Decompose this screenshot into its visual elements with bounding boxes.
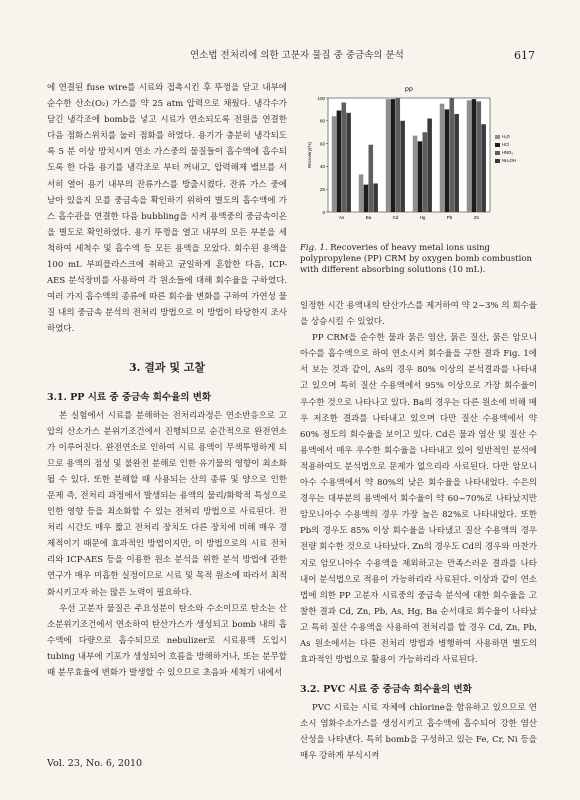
y-tick-label: 20 bbox=[319, 187, 325, 192]
chart-title: PP bbox=[404, 88, 414, 94]
bar bbox=[359, 174, 364, 212]
y-tick-label: 60 bbox=[319, 141, 325, 147]
x-tick-label: Pb bbox=[446, 215, 453, 220]
y-axis-label: Recovery(%) bbox=[307, 141, 312, 169]
x-tick-label: Ba bbox=[365, 215, 372, 220]
paragraph-gas-removal: 일정한 시간 용액내의 탄산가스를 제거하여 약 2~3% 의 회수율을 상승시킬 수 있었다. bbox=[300, 301, 537, 328]
page-number: 617 bbox=[514, 49, 535, 62]
legend-swatch bbox=[495, 151, 500, 155]
y-tick-label: 100 bbox=[317, 95, 325, 101]
y-tick-label: 0 bbox=[322, 209, 325, 215]
legend-swatch bbox=[495, 143, 500, 147]
bar bbox=[423, 132, 428, 212]
bar bbox=[477, 101, 482, 212]
bar bbox=[373, 184, 378, 213]
bar bbox=[332, 116, 337, 212]
footer-journal: Vol. 23, No. 6, 2010 bbox=[47, 758, 143, 769]
subsection-title-pvc: 3.2. PVC 시료 중 중금속 회수율의 변화 bbox=[300, 684, 472, 696]
x-tick-label: Hg bbox=[419, 215, 426, 220]
bar bbox=[427, 119, 432, 212]
running-title: 연소법 전처리에 의한 고분자 물질 중 중금속의 분석 bbox=[190, 50, 404, 61]
bar bbox=[386, 99, 391, 212]
y-tick-label: 40 bbox=[319, 164, 325, 170]
bar bbox=[396, 98, 401, 212]
legend-label: HNO₃ bbox=[502, 150, 514, 155]
bar bbox=[472, 99, 477, 212]
bar bbox=[400, 121, 405, 212]
bar bbox=[391, 99, 396, 212]
recovery-bar-chart bbox=[300, 80, 537, 235]
subsection-title-pp: 3.1. PP 시료 중 중금속 회수율의 변화 bbox=[47, 391, 212, 403]
bar bbox=[346, 113, 351, 212]
figure-caption bbox=[300, 243, 537, 276]
bar bbox=[454, 114, 459, 212]
paragraph-pvc: PVC 시료는 시료 자체에 chlorine을 함유하고 있으므로 연소시 염화수소가스를 생성시키고 흡수액에 흡수되어 강한 염산 산성을 나타낸다. 특히 bomb을 구성하고 있는 Fe, Cr, Ni 등을 매우 강하게 부식시켜 bbox=[300, 703, 537, 762]
bar bbox=[467, 100, 472, 212]
bar bbox=[342, 103, 347, 212]
right-column bbox=[300, 80, 537, 765]
legend-label: NH₄OH bbox=[502, 158, 517, 163]
bar bbox=[450, 98, 455, 212]
legend-swatch bbox=[495, 159, 500, 163]
legend-label: H₂O bbox=[502, 134, 510, 139]
x-tick-label: Zn bbox=[473, 215, 480, 220]
plot-area bbox=[328, 98, 490, 212]
bar bbox=[413, 136, 418, 212]
bar bbox=[364, 185, 369, 212]
paragraph-pp-crm-results: PP CRM을 순수한 물과 묽은 염산, 묽은 질산, 묽은 암모니아수를 흡수액으로 하여 연소시켜 회수율을 구한 결과 Fig. 1에서 보는 것과 같이, As의 경우 80% 이상의 분석결과를 나타내고 있으며 특히 질산 수용액에서 95% 이상으로 가장 회수율이 우수한 것으로 나타나고 있다. Ba의 경우는 다른 원소에 비해 매우 저조한 결과를 나타내고 있으며 다만 질산 수용액에서 약 60% 정도의 회수율을 보이고 있다. Cd은 물과 염산 및 질산 수용액에서 매우 우수한 회수율을 나타내고 있어 일반적인 분석에 적용하여도 분석법으로 문제가 없으리라 사료된다. 다만 암모니아수 수용액에서 약 80%의 낮은 회수율을 나타내었다. 수은의 경우는 대부분의 용액에서 회수율이 약 60~70%로 나타났지만 암모니아수 수용액의 경우 가장 높은 82%로 나타내었다. 또한 Pb의 경우도 85% 이상 회수율을 나타냈고 질산 수용액의 경우 전량 회수한 것으로 나타났다. Zn의 경우도 Cd의 경우와 마찬가지로 암모니아수 수용액을 제외하고는 만족스러운 결과를 나타내어 분석법으로 적용이 가능하리라 사료된다. 이상과 같이 연소법에 의한 PP 고분자 시료중의 중금속 분석에 대한 회수율을 고찰한 결과 Cd, Zn, Pb, As, Hg, Ba 순서대로 회수율이 나타났고 특히 질산 수용액을 사용하여 전처리를 할 경우 Cd, Zn, Pb, As 원소에서는 다른 전처리 방법과 병행하여 사용하면 별도의 효과적인 방법으로 활용이 가능하리라 사료된다. bbox=[300, 333, 537, 666]
paragraph-polymer: 우선 고분자 물질은 주요성분이 탄소와 수소이므로 탄소는 산소분위기조건에서 연소하여 탄산가스가 생성되고 bomb 내의 흡수액에 다량으로 흡수되므로 nebulizer로 시료용액 도입시 tubing 내부에 기포가 생성되어 흐름을 방해하거나, 또는 분무할 때 분무효율에 변화가 발생할 수 있으므로 초음파 세척기 내에서 bbox=[47, 603, 287, 678]
legend-swatch bbox=[495, 135, 500, 139]
x-tick-label: Cd bbox=[392, 215, 399, 220]
paragraph-pp-pretreatment: 본 실험에서 시료를 분해하는 전처리과정은 연소반응으로 고압의 산소가스 분위기조건에서 진행되므로 순간적으로 완전연소가 이루어진다. 완전연소로 인하여 시료 용액이 무색투명하게 되므로 용액의 점성 및 불완전 분해로 인한 유기물의 영향이 최소화 될 수 있다. 또한 분해할 때 사용되는 산의 종류 및 양으로 인한 문제 즉, 전처리 과정에서 발생되는 용액의 물리/화학적 특성으로 인한 영향 등을 최소화할 수 있는 전처리 방법으로 사료된다. 전처리 시간도 매우 짧고 전처리 장치도 다른 장치에 비해 매우 경제적이기 때문에 효과적인 방법이지만, 이 방법으로의 시료 전처리와 ICP-AES 등을 이용한 원소 분석을 위한 분석 방법에 관한 연구가 매우 미흡한 실정이므로 시료 및 목적 원소에 따라서 최적화시키고자 하는 많은 노력이 필요하다. bbox=[47, 410, 287, 598]
bar bbox=[369, 145, 374, 212]
bar bbox=[445, 109, 450, 212]
left-column bbox=[47, 80, 287, 681]
bar bbox=[440, 104, 445, 212]
figure-label: Fig. 1. bbox=[300, 243, 328, 253]
x-tick-label: As bbox=[338, 215, 345, 220]
y-tick-label: 80 bbox=[319, 118, 325, 124]
running-header bbox=[0, 49, 580, 63]
legend-label: HCl bbox=[502, 142, 509, 147]
bar bbox=[481, 124, 486, 212]
paragraph-procedure: 에 연결된 fuse wire를 시료와 접촉시킨 후 뚜껑을 닫고 내부에 순수한 산소(O₂) 가스를 약 25 atm 압력으로 채웠다. 냉각수가 담긴 냉각조에 bomb을 넣고 시료가 연소되도록 전원을 연결한 다음 점화스위치를 눌러 점화를 하였다. 용기가 충분히 냉각되도록 5 분 이상 방치시켜 연소 가스중의 물질들이 흡수액에 흡수되도록 한 다음 용기를 냉각조로 부터 꺼내고, 압력해제 밸브를 서서히 열어 용기 내부의 잔류가스를 방출시켰다. 잔류 가스 중에 남아 있을지 모를 중금속을 확인하기 위하여 별도의 흡수액에 가스 흡수관을 연결한 다음 bubbling을 시켜 용액중의 중금속이온을 별도로 확인하였다. 용기 뚜껑을 열고 내부의 모든 부분을 세척하여 세척수 및 흡수액 등 모든 용액을 모았다. 회수된 용액을 100 mL 부피플라스크에 취하고 균일하게 혼합한 다음, ICP-AES 분석장비를 사용하여 각 원소들에 대해 회수율을 구하였다. 여러 가지 흡수액의 종류에 따른 회수율 변화를 구하여 가연성 물질 내의 중금속 분석의 전처리 방법으로 이 방법이 타당한지 조사하였다. bbox=[47, 83, 287, 335]
section-title-results: 3. 결과 및 고찰 bbox=[128, 360, 206, 374]
figure-1 bbox=[300, 80, 537, 235]
figure-caption-text: Recoveries of heavy metal ions using polypropylene (PP) CRM by oxygen bomb combustion with different absorbing solutions (10 mL). bbox=[300, 243, 532, 275]
bar bbox=[337, 111, 342, 212]
bar bbox=[418, 141, 423, 212]
